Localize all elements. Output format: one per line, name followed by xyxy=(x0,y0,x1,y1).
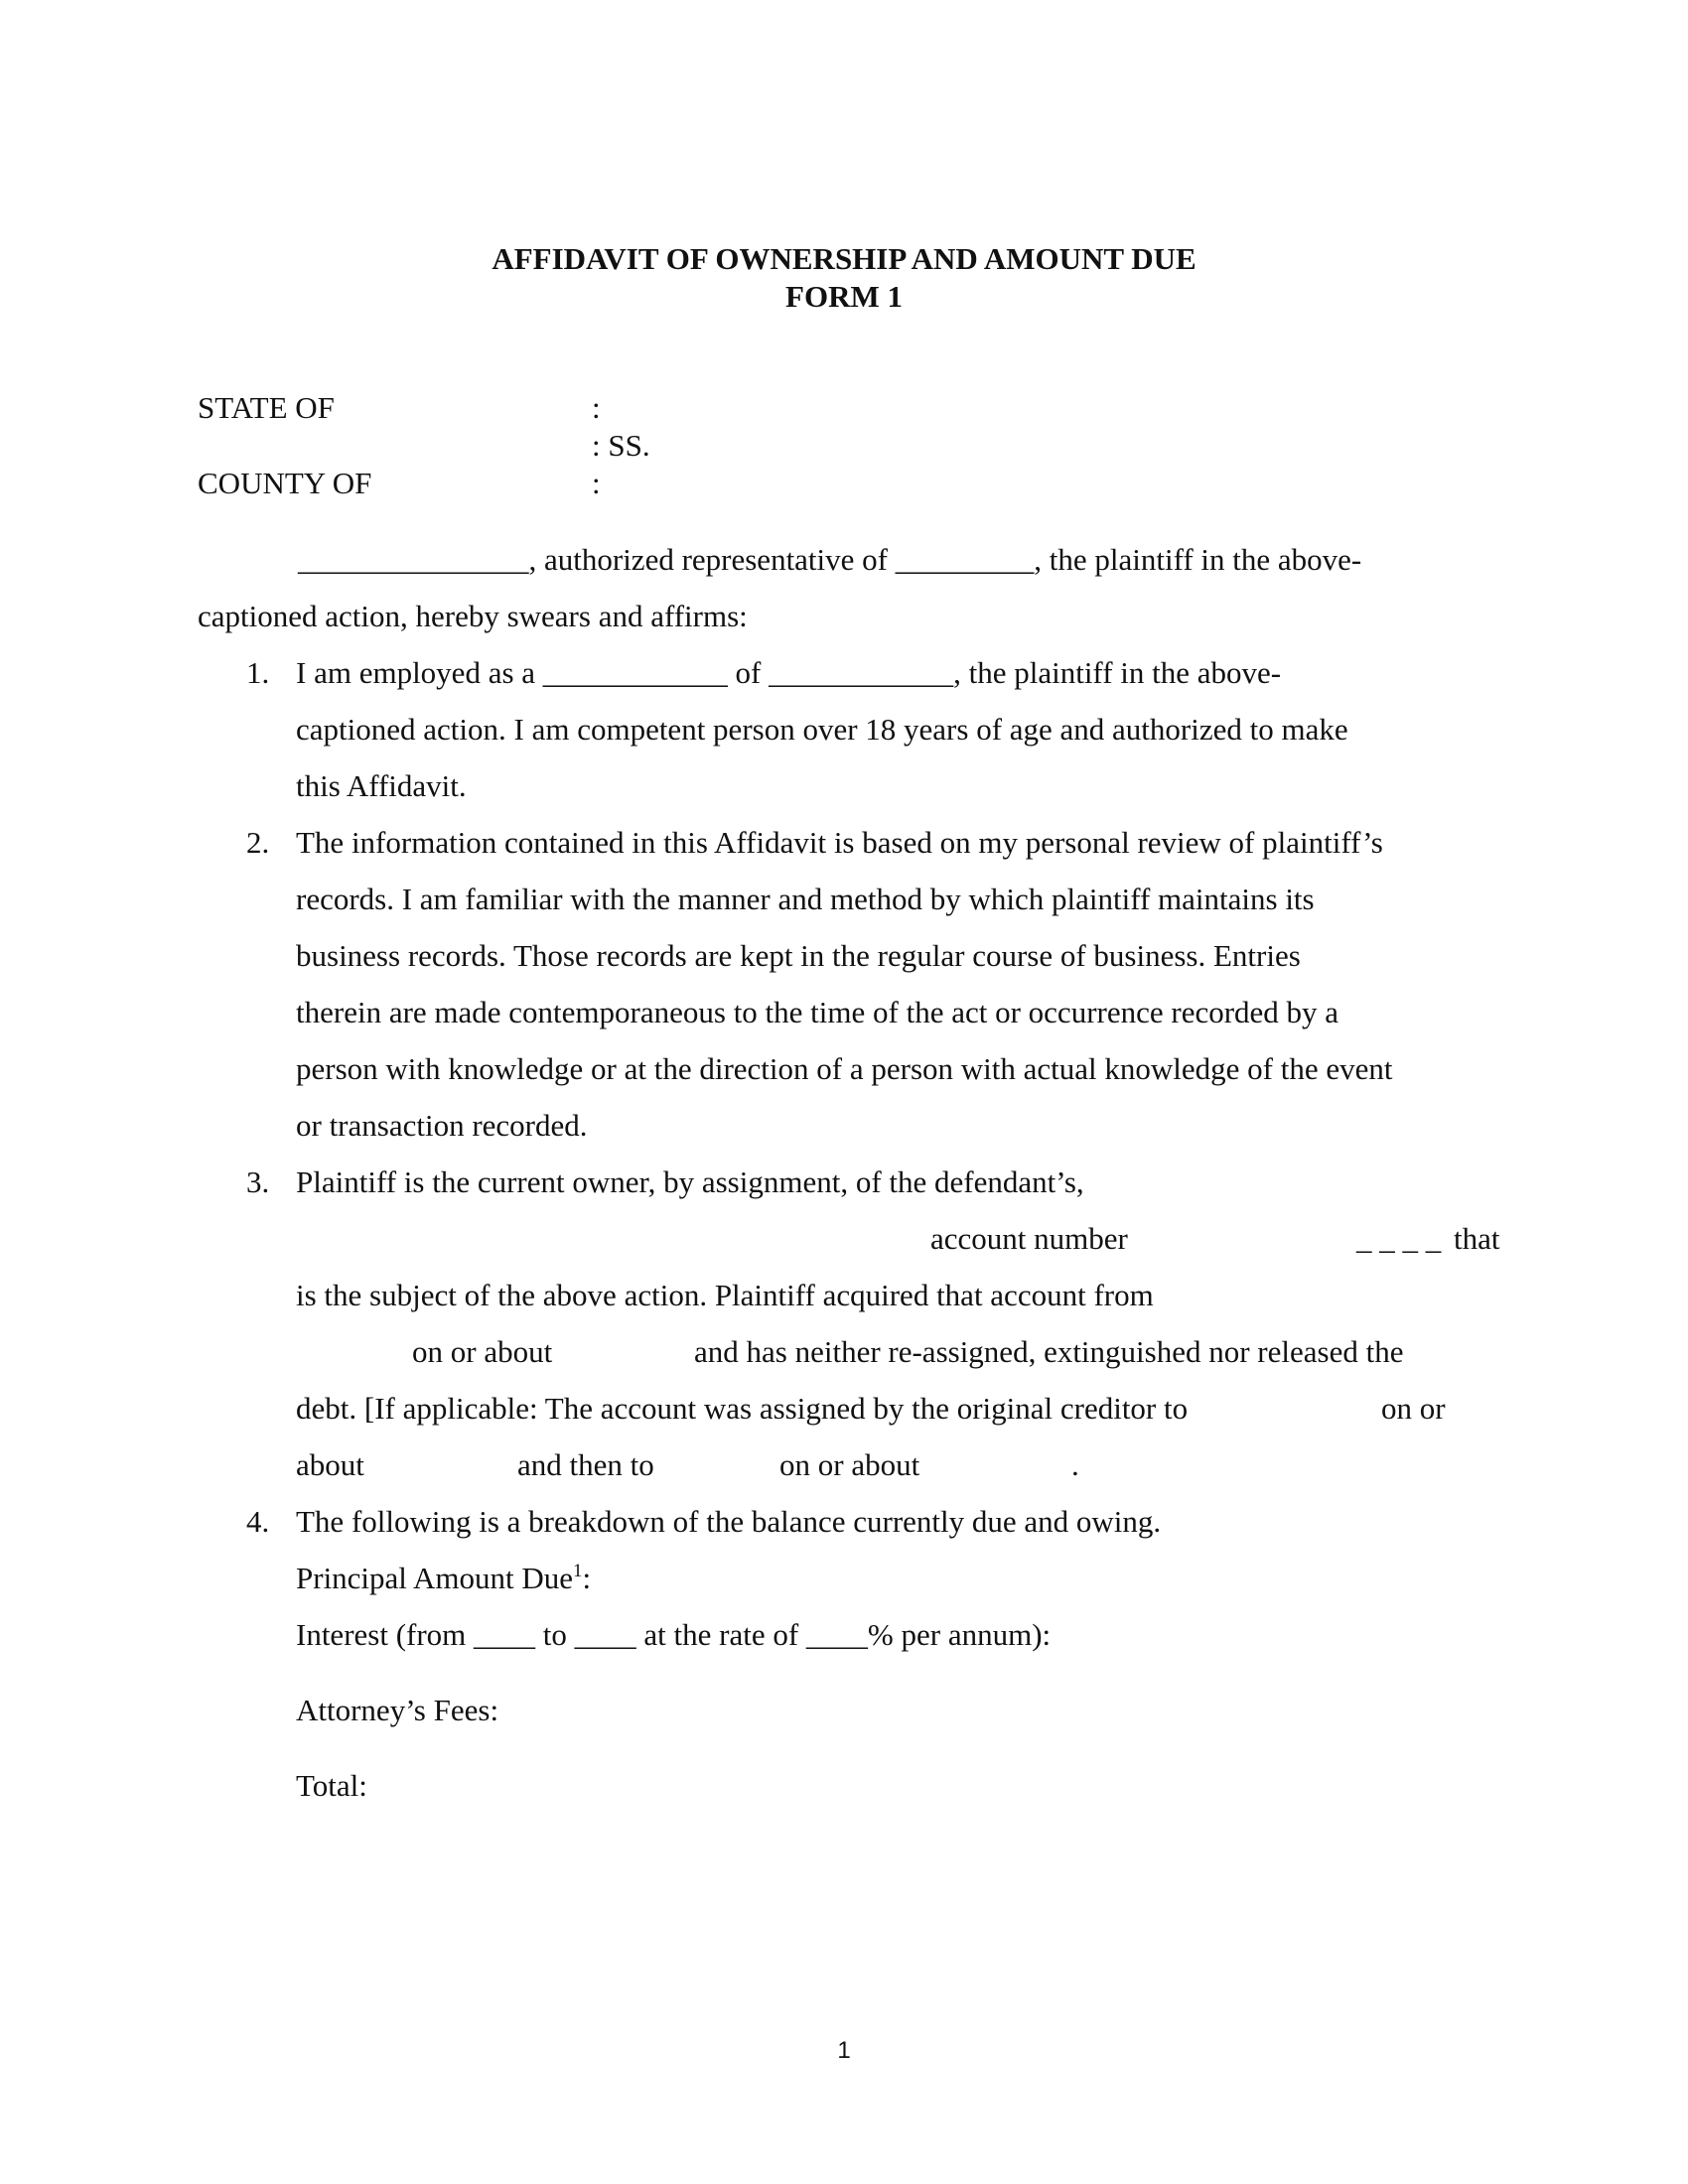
item-3-line-1: Plaintiff is the current owner, by assignment, of the defendant’s, xyxy=(296,1164,1084,1199)
item-2-line-4: therein are made contemporaneous to the time of the act or occurrence recorded by a xyxy=(296,995,1339,1029)
footnote-marker: 1 xyxy=(572,1561,583,1581)
attorneys-fees: Attorney’s Fees: xyxy=(296,1693,499,1727)
total-label: Total: xyxy=(296,1768,367,1803)
page-number: 1 xyxy=(837,2037,851,2064)
item-2-line-3: business records. Those records are kept in the regular course of business. Entries xyxy=(296,938,1301,973)
item-3-account-number: account number xyxy=(930,1221,1128,1256)
state-label: STATE OF xyxy=(198,390,335,425)
form-number: FORM 1 xyxy=(785,279,903,314)
item-3-line-5: debt. [If applicable: The account was assigned by the original creditor to xyxy=(296,1391,1189,1426)
item-2-line-5: person with knowledge or at the direction of a person with actual knowledge of the event xyxy=(296,1051,1393,1086)
item-3-that: that xyxy=(1454,1221,1500,1256)
item-3-on-or: on or xyxy=(1381,1391,1446,1426)
intro-line-1: _______________, authorized representative of _________, the plaintiff in the above- xyxy=(298,542,1362,577)
intro-line-2: captioned action, hereby swears and affirms: xyxy=(198,599,748,633)
item-4-line-1: The following is a breakdown of the balance currently due and owing. xyxy=(296,1504,1162,1539)
item-1-line-2: captioned action. I am competent person over 18 years of age and authorized to make xyxy=(296,712,1348,747)
principal-amount-due xyxy=(296,1563,591,1593)
item-3-and-then-to: and then to xyxy=(517,1447,654,1482)
item-3-on-or-about: on or about xyxy=(412,1334,553,1369)
item-3-about: about xyxy=(296,1447,364,1482)
item-3-on-or-about-2: on or about xyxy=(779,1447,920,1482)
principal-colon: : xyxy=(582,1561,592,1595)
principal-label: Principal Amount Due xyxy=(296,1561,573,1595)
item-3-account-blanks: _ _ _ _ xyxy=(1356,1221,1442,1256)
item-1-line-1: I am employed as a ____________ of ____________, the plaintiff in the above- xyxy=(296,655,1282,690)
county-label: COUNTY OF xyxy=(198,466,372,500)
item-3-line-4-rest: and has neither re-assigned, extinguished nor released the xyxy=(694,1334,1404,1369)
item-2-line-1: The information contained in this Affidavit is based on my personal review of plaintiff’s xyxy=(296,825,1383,860)
interest-line: Interest (from ____ to ____ at the rate of ____% per annum): xyxy=(296,1617,1052,1652)
item-1-line-3: this Affidavit. xyxy=(296,768,467,803)
item-2-line-2: records. I am familiar with the manner and method by which plaintiff maintains its xyxy=(296,882,1315,916)
venue-colon-county: : xyxy=(592,466,601,500)
item-3-number: 3. xyxy=(246,1164,270,1199)
item-1-number: 1. xyxy=(246,655,270,690)
venue-colon-state: : xyxy=(592,390,601,425)
item-3-line-3: is the subject of the above action. Plaintiff acquired that account from xyxy=(296,1278,1154,1312)
venue-ss: : SS. xyxy=(592,428,650,463)
item-2-line-6: or transaction recorded. xyxy=(296,1108,588,1143)
item-3-period: . xyxy=(1071,1447,1079,1482)
item-2-number: 2. xyxy=(246,825,270,860)
document-title: AFFIDAVIT OF OWNERSHIP AND AMOUNT DUE xyxy=(492,241,1196,276)
item-4-number: 4. xyxy=(246,1504,270,1539)
